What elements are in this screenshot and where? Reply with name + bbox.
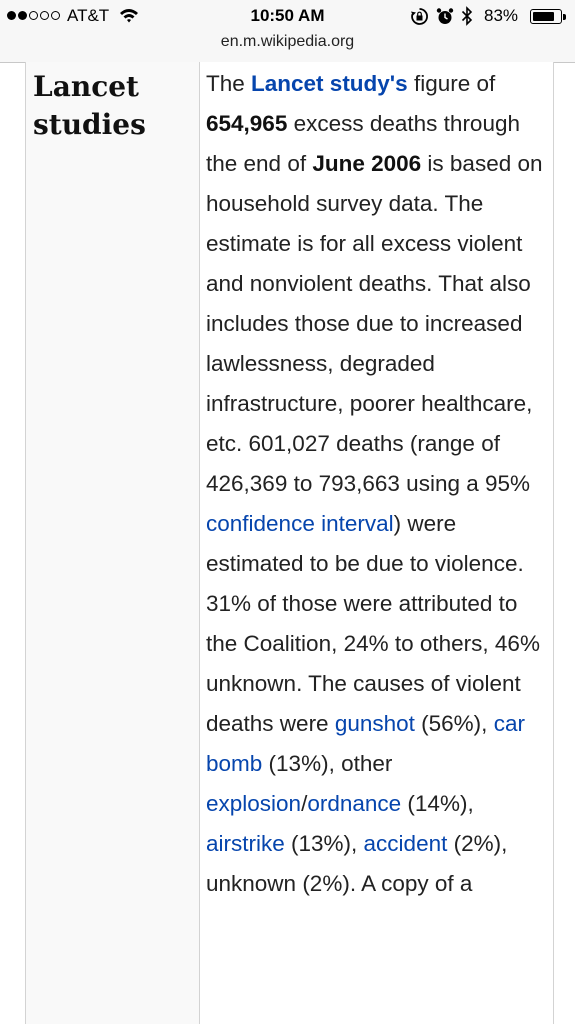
death-figure: 654,965 [206, 111, 288, 136]
body-text-run: (13%), other [262, 751, 393, 776]
body-text-run: excess deaths through the end of [206, 111, 520, 176]
body-text-run: (56%), [414, 711, 494, 736]
battery-icon [530, 9, 562, 24]
body-text-run: (14%), [401, 791, 474, 816]
url-bar[interactable]: en.m.wikipedia.org [220, 33, 355, 50]
link-gunshot[interactable]: gunshot [334, 711, 415, 736]
body-text-run: / [301, 791, 308, 816]
body-text-run: is based on household survey data. The estimate is for all excess violent and nonviolent deaths. That also includes those due to increased lawlessness, degraded infrastructure, poorer healthcare, etc. 601,027 deaths (range of 426,369 to 793,663 using a 95% [206, 151, 543, 496]
battery-terminal [563, 14, 566, 20]
bluetooth-icon [460, 5, 474, 27]
link-airstrike[interactable]: airstrike [206, 831, 285, 856]
infobox-label: Lancet studies [33, 70, 146, 141]
study-end-date: June 2006 [312, 151, 422, 176]
body-text-run: figure of [407, 71, 496, 96]
alarm-icon [436, 7, 454, 26]
carrier-name: AT&T [67, 6, 110, 25]
body-text-run: The [206, 71, 252, 96]
body-text-run: ) were estimated to be due to violence. 31% of those were attributed to the Coalition, 24% to others, 46% unknown. The causes of violent deaths were [206, 511, 540, 736]
infobox-label-cell [26, 62, 200, 1024]
infobox-content-cell [200, 62, 553, 1024]
link-ordnance[interactable]: ordnance [307, 791, 402, 816]
infobox-table [25, 62, 554, 1024]
browser-chrome [0, 0, 575, 63]
link-accident[interactable]: accident [363, 831, 448, 856]
infobox-body-text [206, 64, 551, 904]
body-text-run: (2%), unknown (2%). A copy of a [206, 831, 508, 896]
link-explosion[interactable]: explosion [206, 791, 302, 816]
link-lancet-study[interactable]: Lancet study's [251, 71, 408, 96]
rotation-lock-icon [410, 7, 429, 26]
battery-percentage: 83% [484, 6, 519, 25]
link-car-bomb[interactable]: car bomb [206, 711, 525, 776]
status-bar [0, 0, 575, 32]
clock: 10:50 AM [250, 6, 325, 25]
link-confidence-interval[interactable]: confidence interval [206, 511, 394, 536]
body-text-run: (13%), [284, 831, 364, 856]
battery-fill [533, 12, 555, 21]
